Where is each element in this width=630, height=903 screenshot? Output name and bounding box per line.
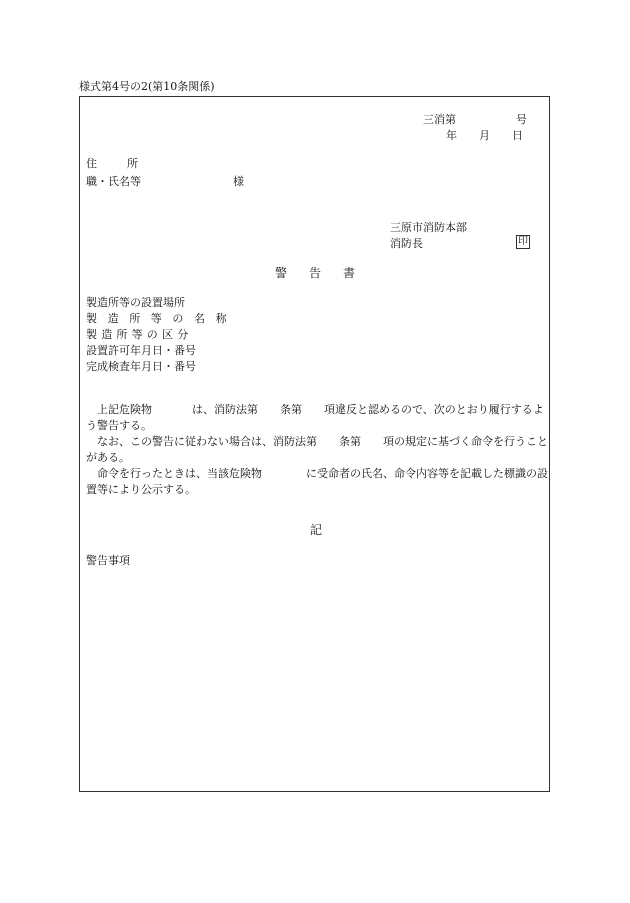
name-label: 職・氏名等 — [86, 175, 141, 188]
p2-part-c: 項の規定に基づく命令を行うことがある。 — [86, 435, 548, 464]
p3-part-a: 命令を行ったときは、当該危険物 — [97, 467, 262, 480]
date-day: 日 — [512, 129, 523, 142]
date-year: 年 — [446, 129, 457, 142]
seal-mark: 印 — [518, 236, 528, 247]
recipient-name-label — [86, 175, 244, 189]
title-char-1: 警 — [275, 266, 288, 280]
form-label: 様式第4号の2(第10条関係) — [79, 80, 215, 93]
recipient-address-label — [86, 157, 138, 171]
paragraph-public-notice — [86, 466, 548, 498]
field-category-label: 製造所等の区分 — [86, 328, 193, 341]
address-label-char-1: 住 — [86, 157, 97, 170]
title-char-2: 告 — [309, 266, 322, 280]
warning-items-label: 警告事項 — [86, 554, 130, 567]
issue-number-suffix: 号 — [516, 113, 527, 126]
honorific: 様 — [233, 175, 244, 188]
document-title — [275, 266, 355, 282]
document-frame — [79, 96, 550, 792]
issue-number-prefix: 三消第 — [423, 113, 456, 126]
issuer-organization: 三原市消防本部 — [390, 221, 467, 234]
title-char-3: 書 — [343, 266, 356, 280]
field-name-label: 製造所等の名称 — [86, 312, 238, 325]
p1-part-c: 条第 — [280, 403, 302, 416]
p1-part-b: は、消防法第 — [192, 403, 258, 416]
paragraph-violation — [86, 402, 548, 434]
issue-number-line — [423, 113, 527, 127]
p1-part-a: 上記危険物 — [97, 403, 152, 416]
p2-part-a: なお、この警告に従わない場合は、消防法第 — [97, 435, 317, 448]
p3-part-b: に受命者の氏名、命令内容等を記載した標識の設置等により公示する。 — [86, 467, 548, 496]
address-label-char-2: 所 — [127, 157, 138, 170]
p2-part-b: 条第 — [339, 435, 361, 448]
issue-date-line — [446, 129, 523, 143]
notation-mark: 記 — [310, 523, 323, 537]
field-location-label: 製造所等の設置場所 — [86, 296, 185, 309]
field-permit-label: 設置許可年月日・番号 — [86, 344, 196, 357]
field-inspection-label: 完成検査年月日・番号 — [86, 360, 196, 373]
date-month: 月 — [479, 129, 490, 142]
p1-part-d: 項違反と認めるので、次のとおり履行するよう警告する。 — [86, 403, 544, 432]
paragraph-order-notice — [86, 434, 548, 466]
issuer-title: 消防長 — [390, 237, 423, 250]
